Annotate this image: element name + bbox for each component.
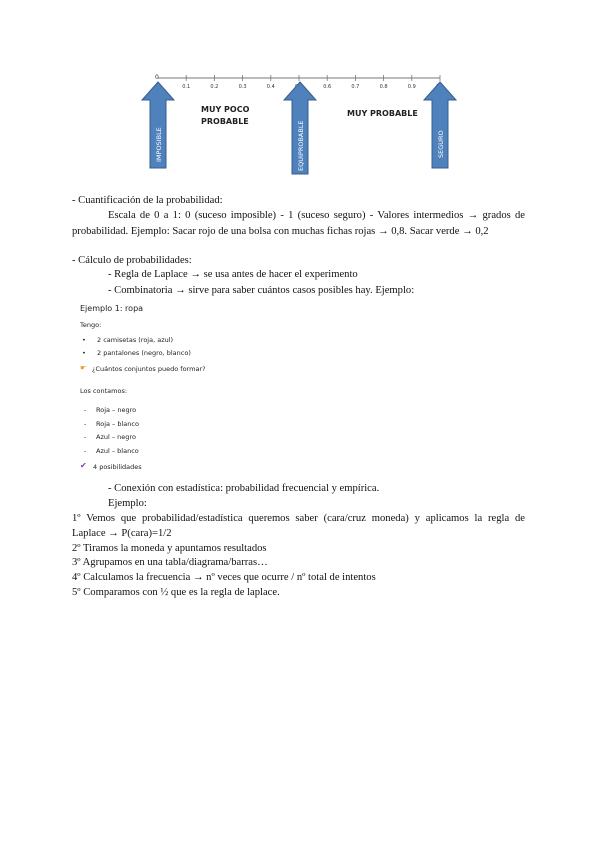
likely-label: MUY PROBABLE — [347, 109, 418, 118]
step5: 5º Comparamos con ½ que es la regla de laplace. — [72, 587, 280, 598]
example-question: ¿Cuántos conjuntos puedo formar? — [92, 365, 206, 373]
sure-arrow-label: SEGURO — [437, 130, 445, 158]
impossible-arrow-label: IMPOSIBLE — [155, 127, 163, 162]
section1-line2: probabilidad. Ejemplo: Sacar rojo de una bolsa con muchas fichas rojas → 0,8. Sacar verde → 0,2 — [72, 226, 489, 237]
scale-tick-label: 0.4 — [266, 84, 275, 90]
example-bullet: • — [82, 336, 86, 344]
checkmark-icon: ✔ — [80, 461, 87, 470]
example-combo-3: Azul – negro — [96, 433, 136, 441]
step3: 3º Agrupamos en una tabla/diagrama/barras… — [72, 557, 268, 568]
scale-tick-label: 0.3 — [238, 84, 247, 90]
pointing-hand-icon: ☛ — [80, 364, 87, 372]
scale-tick-label: 0.7 — [351, 84, 360, 90]
ejemplo-label: Ejemplo: — [108, 498, 147, 509]
scale-tick-label: 0.8 — [379, 84, 388, 90]
combo-dash: - — [84, 447, 87, 455]
step1-line1: 1º Vemos que probabilidad/estadística queremos saber (cara/cruz moneda) y aplicamos la regla de — [72, 513, 525, 524]
example-combo-2: Roja – blanco — [96, 420, 139, 428]
equiprobable-arrow-label: EQUIPROBABLE — [297, 120, 305, 171]
scale-tick-label: 0.2 — [210, 84, 219, 90]
probability-scale-diagram — [140, 70, 470, 180]
example-combo-1: Roja – negro — [96, 406, 137, 414]
scale-tick-label: 0.9 — [407, 84, 416, 90]
scale-tick-label: 0.1 — [182, 84, 191, 90]
example-result: 4 posibilidades — [93, 463, 142, 471]
step2: 2º Tiramos la moneda y apuntamos resultados — [72, 543, 267, 554]
section2-heading: - Cálculo de probabilidades: — [72, 255, 192, 266]
step1-line2: Laplace → P(cara)=1/2 — [72, 528, 172, 539]
combo-dash: - — [84, 433, 87, 441]
example-tengo: Tengo: — [80, 321, 102, 329]
example-count-label: Los contamos: — [80, 387, 128, 395]
conexion-estadistica: - Conexión con estadística: probabilidad frecuencial y empírica. — [108, 483, 380, 494]
combinatoria: - Combinatoria → sirve para saber cuántos casos posibles hay. Ejemplo: — [108, 285, 415, 296]
example-combo-4: Azul – blanco — [96, 447, 139, 455]
combo-dash: - — [84, 420, 87, 428]
example-item-shirts: 2 camisetas (roja, azul) — [97, 336, 174, 344]
combo-dash: - — [84, 406, 87, 414]
example-bullet: • — [82, 349, 86, 357]
section1-heading: - Cuantificación de la probabilidad: — [72, 195, 223, 206]
example-item-pants: 2 pantalones (negro, blanco) — [97, 349, 191, 357]
step4: 4º Calculamos la frecuencia → nº veces que ocurre / nº total de intentos — [72, 572, 376, 583]
scale-zero-label: 0 — [155, 74, 159, 81]
scale-ticks — [182, 75, 440, 90]
example-title: Ejemplo 1: ropa — [80, 304, 144, 313]
unlikely-label-line1: MUY POCO — [201, 105, 250, 114]
scale-tick-label: 0.6 — [323, 84, 332, 90]
section1-line1: Escala de 0 a 1: 0 (suceso imposible) - 1 (suceso seguro) - Valores intermedios → grados de — [108, 210, 525, 221]
unlikely-label-line2: PROBABLE — [201, 117, 249, 126]
laplace-rule: - Regla de Laplace → se usa antes de hacer el experimento — [108, 269, 358, 280]
